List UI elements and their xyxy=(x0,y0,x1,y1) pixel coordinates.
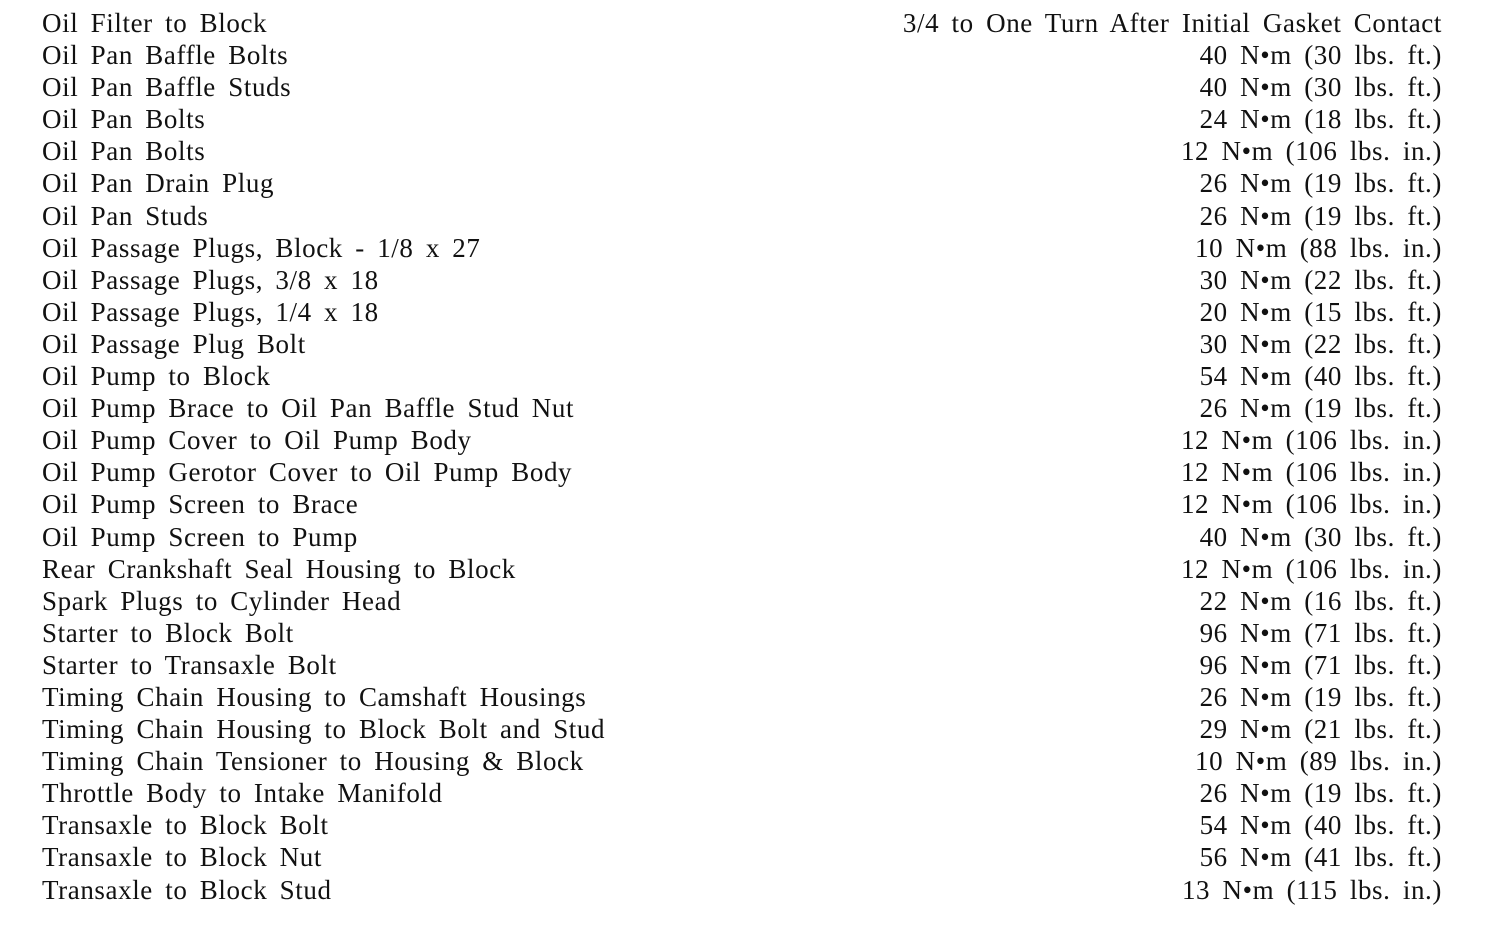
spec-value: 24 N•m (18 lbs. ft.) xyxy=(1199,104,1442,135)
spec-row xyxy=(42,232,1442,264)
spec-row xyxy=(42,7,1442,39)
spec-row xyxy=(42,874,1442,906)
spec-row xyxy=(42,777,1442,809)
spec-label: Oil Pump Screen to Pump xyxy=(42,521,358,552)
spec-row xyxy=(42,296,1442,328)
spec-value: 54 N•m (40 lbs. ft.) xyxy=(1199,810,1442,841)
torque-spec-list xyxy=(42,7,1442,906)
spec-label: Oil Pump Cover to Oil Pump Body xyxy=(42,425,472,456)
spec-row xyxy=(42,424,1442,456)
spec-value: 40 N•m (30 lbs. ft.) xyxy=(1199,72,1442,103)
spec-label: Oil Pan Baffle Studs xyxy=(42,72,292,103)
spec-value: 30 N•m (22 lbs. ft.) xyxy=(1199,264,1442,295)
spec-label: Oil Pan Studs xyxy=(42,200,209,231)
spec-row xyxy=(42,488,1442,520)
spec-value: 40 N•m (30 lbs. ft.) xyxy=(1199,40,1442,71)
spec-value: 13 N•m (115 lbs. in.) xyxy=(1181,874,1442,905)
spec-value: 54 N•m (40 lbs. ft.) xyxy=(1199,361,1442,392)
spec-value: 26 N•m (19 lbs. ft.) xyxy=(1199,168,1442,199)
spec-label: Oil Pump Screen to Brace xyxy=(42,489,359,520)
spec-row xyxy=(42,135,1442,167)
spec-row xyxy=(42,328,1442,360)
spec-label: Starter to Block Bolt xyxy=(42,617,294,648)
spec-value: 96 N•m (71 lbs. ft.) xyxy=(1199,617,1442,648)
spec-value: 22 N•m (16 lbs. ft.) xyxy=(1199,585,1442,616)
spec-label: Spark Plugs to Cylinder Head xyxy=(42,585,402,616)
spec-label: Starter to Transaxle Bolt xyxy=(42,649,337,680)
spec-label: Oil Pump to Block xyxy=(42,361,271,392)
spec-row xyxy=(42,841,1442,873)
spec-value: 10 N•m (88 lbs. in.) xyxy=(1195,232,1442,263)
spec-value: 12 N•m (106 lbs. in.) xyxy=(1180,489,1442,520)
spec-value: 26 N•m (19 lbs. ft.) xyxy=(1199,200,1442,231)
spec-label: Transaxle to Block Bolt xyxy=(42,810,329,841)
spec-value: 10 N•m (89 lbs. in.) xyxy=(1195,746,1442,777)
spec-row xyxy=(42,264,1442,296)
spec-row xyxy=(42,71,1442,103)
spec-label: Rear Crankshaft Seal Housing to Block xyxy=(42,553,516,584)
spec-label: Oil Passage Plugs, 3/8 x 18 xyxy=(42,264,379,295)
spec-value: 3/4 to One Turn After Initial Gasket Contact xyxy=(902,8,1442,38)
spec-label: Timing Chain Housing to Block Bolt and Stud xyxy=(42,714,606,745)
spec-row xyxy=(42,456,1442,488)
spec-label: Oil Pan Baffle Bolts xyxy=(42,40,289,71)
spec-label: Oil Passage Plugs, Block - 1/8 x 27 xyxy=(42,232,481,263)
spec-label: Oil Passage Plugs, 1/4 x 18 xyxy=(42,296,379,327)
spec-label: Timing Chain Tensioner to Housing & Block xyxy=(42,746,584,777)
spec-row xyxy=(42,809,1442,841)
spec-row xyxy=(42,553,1442,585)
spec-label: Oil Filter to Block xyxy=(42,8,268,38)
spec-row xyxy=(42,521,1442,553)
spec-row xyxy=(42,167,1442,199)
spec-row xyxy=(42,745,1442,777)
spec-label: Oil Pan Bolts xyxy=(42,104,206,135)
spec-row xyxy=(42,200,1442,232)
spec-row xyxy=(42,617,1442,649)
spec-value: 12 N•m (106 lbs. in.) xyxy=(1180,553,1442,584)
spec-row xyxy=(42,713,1442,745)
spec-value: 12 N•m (106 lbs. in.) xyxy=(1180,457,1442,488)
spec-label: Oil Pump Gerotor Cover to Oil Pump Body xyxy=(42,457,573,488)
spec-row xyxy=(42,360,1442,392)
spec-value: 26 N•m (19 lbs. ft.) xyxy=(1199,393,1442,424)
spec-label: Transaxle to Block Nut xyxy=(42,842,322,873)
spec-value: 56 N•m (41 lbs. ft.) xyxy=(1199,842,1442,873)
spec-label: Oil Pan Bolts xyxy=(42,136,206,167)
spec-value: 40 N•m (30 lbs. ft.) xyxy=(1199,521,1442,552)
spec-row xyxy=(42,681,1442,713)
spec-value: 26 N•m (19 lbs. ft.) xyxy=(1199,681,1442,712)
spec-row xyxy=(42,39,1442,71)
spec-label: Transaxle to Block Stud xyxy=(42,874,332,905)
spec-label: Oil Passage Plug Bolt xyxy=(42,328,306,359)
spec-value: 12 N•m (106 lbs. in.) xyxy=(1180,425,1442,456)
spec-label: Oil Pan Drain Plug xyxy=(42,168,275,199)
spec-value: 12 N•m (106 lbs. in.) xyxy=(1180,136,1442,167)
spec-row xyxy=(42,392,1442,424)
spec-label: Oil Pump Brace to Oil Pan Baffle Stud Nut xyxy=(42,393,575,424)
spec-label: Timing Chain Housing to Camshaft Housings xyxy=(42,681,587,712)
spec-label: Throttle Body to Intake Manifold xyxy=(42,778,443,809)
spec-value: 96 N•m (71 lbs. ft.) xyxy=(1199,649,1442,680)
spec-value: 29 N•m (21 lbs. ft.) xyxy=(1199,714,1442,745)
spec-row xyxy=(42,649,1442,681)
spec-value: 26 N•m (19 lbs. ft.) xyxy=(1199,778,1442,809)
spec-row xyxy=(42,103,1442,135)
spec-value: 30 N•m (22 lbs. ft.) xyxy=(1199,328,1442,359)
spec-value: 20 N•m (15 lbs. ft.) xyxy=(1199,296,1442,327)
spec-row xyxy=(42,585,1442,617)
